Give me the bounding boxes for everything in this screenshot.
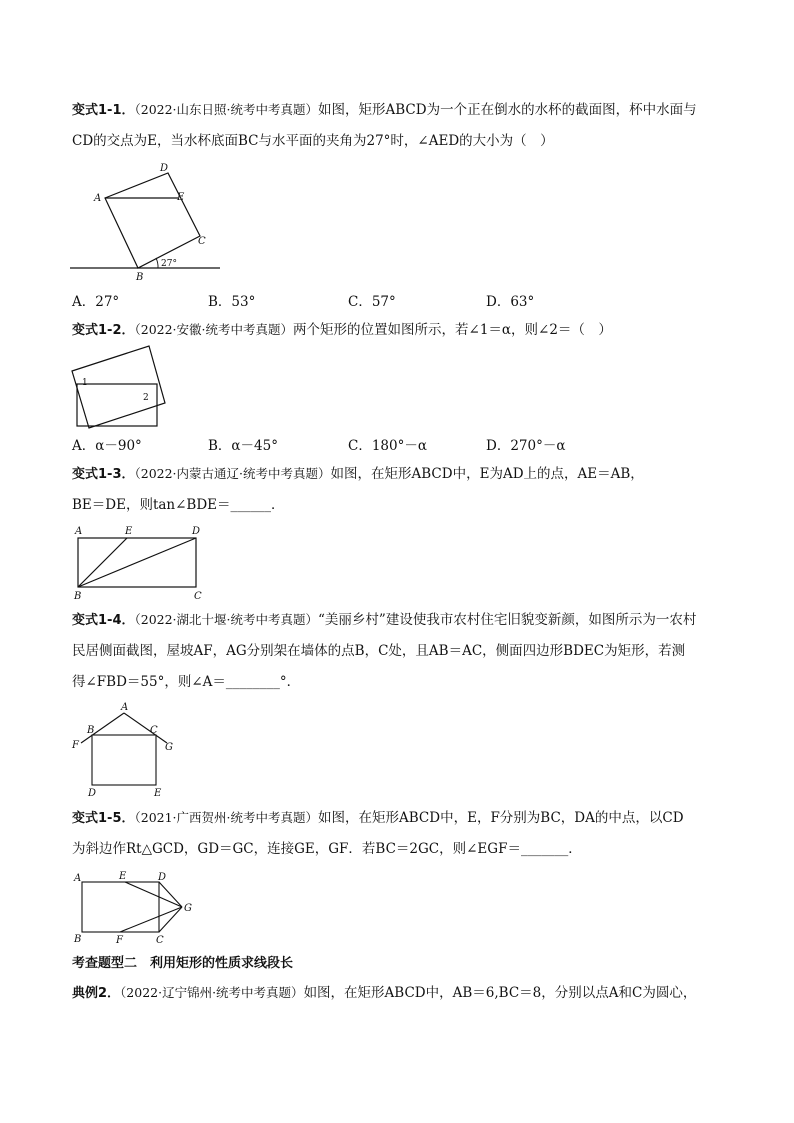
q1-2-options [72,434,712,454]
q1-4-label-D: D [88,788,97,799]
q1-3-text1: 如图，在矩形ABCD中，E为AD上的点，AE＝AB， [330,466,644,482]
q1-1-label-E: E [177,192,185,203]
q1-1-label-B: B [136,272,144,283]
q1-4-label-F: F [72,740,79,751]
q1-2-line1 [72,320,732,341]
section-heading: 考查题型二 利用矩形的性质求线段长 [72,956,294,971]
example-2-label: 典例2． [72,986,121,1001]
q1-2-option-d[interactable]: D．270°－α [486,438,566,454]
q1-5-label-E: E [119,871,127,882]
q1-4-label-E: E [154,788,162,799]
q1-3-line1 [72,464,732,485]
q1-1-option-a[interactable]: A．27° [72,294,120,310]
q1-2-option-b[interactable]: B．α－45° [208,438,278,454]
q1-3-label-E: E [125,526,133,537]
q1-4-line3: 得∠FBD＝55°，则∠A＝________°． [72,674,301,690]
q1-3-label-D: D [192,526,201,537]
q1-4-label-A: A [121,702,129,713]
q1-1-line2: CD的交点为E，当水杯底面BC与水平面的夹角为27°时，∠AED的大小为（ ） [72,133,554,149]
q1-1-option-c[interactable]: C．57° [348,294,396,310]
q1-2-option-a[interactable]: A．α－90° [72,438,142,454]
q1-1-option-b[interactable]: B．53° [208,294,256,310]
example-2-text: 如图，在矩形ABCD中，AB＝6,BC＝8，分别以点A和C为圆心， [303,985,697,1001]
q1-1-options [72,290,712,310]
q1-5-label-C: C [156,935,164,946]
q1-5-label-B: B [74,934,82,945]
q1-5-text1: 如图，在矩形ABCD中，E，F分别为BC，DA的中点，以CD [318,810,684,826]
q1-4-text1: “美丽乡村”建设使我市农村住宅旧貌变新颜，如图所示为一农村 [318,612,697,628]
q1-1-figure [68,162,228,282]
q1-2-angle-2: 2 [143,393,149,403]
q1-4-line2: 民居侧面截图，屋坡AF，AG分别架在墙体的点B，C处，且AB＝AC，侧面四边形BDEC为矩形，若测 [72,643,686,659]
q1-5-label-G: G [184,903,192,914]
q1-2-text: 两个矩形的位置如图所示，若∠1＝α，则∠2＝（ ） [293,322,612,338]
q1-5-figure [70,868,200,946]
q1-2-source: （2022·安徽·统考中考真题） [134,322,294,337]
q1-2-angle-1: 1 [82,378,88,388]
q1-3-label-A: A [75,526,83,537]
q1-5-source: （2021·广西贺州·统考中考真题） [134,810,319,825]
q1-4-figure [70,700,190,800]
q1-3-label-C: C [194,591,202,602]
q1-3-source: （2022·内蒙古通辽·统考中考真题） [134,466,331,481]
q1-4-label-G: G [165,742,173,753]
q1-3-label-B: B [74,591,82,602]
q1-4-line1 [72,610,732,631]
q1-4-label-C: C [150,725,158,736]
q1-5-label: 变式1-5． [72,811,135,826]
q1-1-angle-27: 27° [161,259,177,269]
example-2-source: （2022·辽宁锦州·统考中考真题） [120,985,304,1000]
q1-3-label: 变式1-3． [72,467,135,482]
q1-2-figure [70,344,170,430]
q1-1-text1: 如图，矩形ABCD为一个正在倒水的水杯的截面图，杯中水面与 [318,102,697,118]
q1-5-label-D: D [158,872,167,883]
q1-1-label-D: D [160,163,169,174]
q1-5-label-A: A [74,873,82,884]
q1-2-option-c[interactable]: C．180°－α [348,438,427,454]
q1-5-line1 [72,808,732,829]
q1-2-label: 变式1-2． [72,323,135,338]
example-2-line1 [72,983,732,1004]
q1-5-line2: 为斜边作Rt△GCD，GD＝GC，连接GE，GF．若BC＝2GC，则∠EGF＝_______． [72,841,582,857]
q1-3-figure [72,524,212,600]
q1-1-label-C: C [198,236,206,247]
q1-1-label-A: A [94,193,102,204]
q1-1-source: （2022·山东日照·统考中考真题） [134,102,319,117]
q1-3-line2: BE＝DE，则tan∠BDE＝______． [72,497,285,513]
q1-5-label-F: F [116,935,123,946]
q1-4-label: 变式1-4． [72,613,135,628]
q1-1-option-d[interactable]: D．63° [486,294,535,310]
q1-4-source: （2022·湖北十堰·统考中考真题） [134,612,319,627]
q1-1-line1 [72,100,732,121]
q1-1-label: 变式1-1． [72,103,135,118]
q1-4-label-B: B [87,725,95,736]
